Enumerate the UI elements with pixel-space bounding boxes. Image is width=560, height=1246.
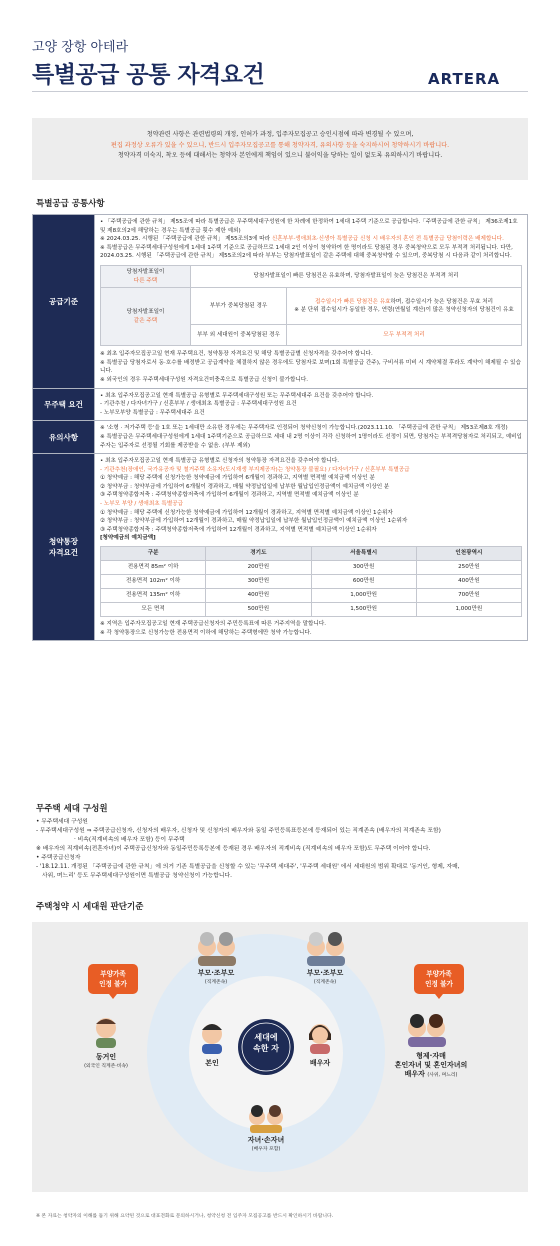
self-icon	[202, 1024, 222, 1054]
deposit-cell: 400만원	[206, 589, 311, 603]
account-note-1: ※ 지역은 입주자모집공고일 현재 주택공급신청자의 주민등록표에 따른 거주지역을 말합니다.	[100, 621, 327, 628]
dup-label-same	[101, 288, 191, 346]
label-grandparents-left	[184, 969, 248, 987]
siblings-name-2: 혼인자녀 및 혼인자녀의	[394, 1061, 468, 1069]
supply-p1: • 「주택공급에 관한 규칙」 제55조에 따라 특별공급은 무주택세대구성원에 한 차례에 한정하여 1세대 1주택 기준으로 공급합니다.「주택공급에 관한 규칙」 제36조제1호 및 제8호의2에 해당하는 경우는 특별공급 횟수 제한 예외)	[100, 219, 518, 234]
label-cohabitant	[62, 1053, 150, 1071]
household-line-4: ※ 배우자의 직계비속(전혼자녀)이 주택공급신청자와 동일주민등록등본에 등재된 경우 배우자의 직계비속 (직계비속의 배우자 포함)도 무주택 이어야 합니다.	[36, 846, 431, 852]
account-p8: ② 청약부금 : 청약부금에 가입하여 12개월이 경과하고, 매월 약정납입일에 납부한 월납입인정금액이 예치금액 이상인 1순위자	[100, 518, 408, 525]
deposit-col-type: 구분	[101, 547, 206, 561]
tag-left-2: 인정 불가	[99, 980, 127, 988]
row-content-account	[95, 454, 528, 641]
deposit-cell: 600만원	[311, 575, 416, 589]
row-label-homeless: 무주택 요건	[33, 388, 95, 421]
row-content-supply	[95, 215, 528, 389]
deposit-cell: 300만원	[206, 575, 311, 589]
label-spouse: 배우자	[309, 1059, 331, 1067]
tag-left-1: 부양가족	[100, 970, 126, 978]
duplicate-win-table	[100, 265, 522, 346]
supply-p2-text: ※ 2024.03.25. 시행된 「주택공급에 관한 규칙」 제55조의3에 따라	[100, 236, 272, 243]
center-label	[238, 1032, 294, 1054]
row-label-account-2: 자격요건	[49, 548, 78, 558]
household-line-7: 사위, 며느리' 등도 무주택세대구성원이면 특별공급 청약신청이 가능합니다.	[42, 873, 232, 879]
household-line-5: • 주택공급신청자	[36, 855, 81, 861]
table-row	[101, 603, 522, 617]
table-row	[101, 589, 522, 603]
deposit-col-gyeonggi: 경기도	[206, 547, 311, 561]
deposit-cell: 전용면적 85m² 이하	[101, 561, 206, 575]
notice-line-2: 편집 과정상 오류가 있을 수 있으니, 반드시 입주자모집공고를 통해 청약자격, 유의사항 등을 숙지하시어 청약하시기 바랍니다.	[110, 141, 450, 149]
grandparents-right-name: 부모·조부모	[306, 969, 344, 977]
common-requirements-table	[32, 214, 528, 641]
deposit-cell: 1,000만원	[416, 603, 521, 617]
dup-different-result: 당첨자발표일이 빠른 당첨건은 유효하며, 당첨자발표일이 늦은 당첨건은 부적격 처리	[191, 265, 522, 287]
row-caution	[33, 421, 528, 454]
notice-line-1: 청약관련 사항은 관련법령의 개정, 인허가 과정, 입주자모집공고 승인시점에 따라 변경될 수 있으며,	[146, 131, 414, 138]
account-p5: ③ 주택청약종합저축 : 주택청약종합저축에 가입하여 6개월이 경과하고, 지역별 면적별 예치금액 이상인 분	[100, 492, 359, 499]
deposit-table-header	[101, 547, 522, 561]
household-line-6: - '18.12.11. 개정된 「주택공급에 관한 규칙」에 의거 기존 특별공급을 신청할 수 있는 '무주택 세대주', '무주택 세대원' 에서 세대원의 범위 확대로 '동거인, 형제, 자매,	[36, 864, 460, 870]
grandparents-right-sub: (직계존속)	[313, 980, 337, 985]
children-name: 자녀·손자녀	[247, 1136, 285, 1144]
account-p6: - 노부모 부양 / 생애최초 특별공급	[100, 501, 184, 508]
tag-right-2: 인정 불가	[425, 980, 453, 988]
caution-p2: ※ 특별공급은 무주택세대구성원에게 1세대 1주택기준으로 공급하므로 세대 내 2명 이상이 각각 신청하여 1명이라도 선정이 되면, 당첨자는 부적격당첨자로 처리되고, 예비입주자는 입주자로 선정될 기회를 제공받을 수 없음. (부부 제외)	[100, 433, 522, 449]
tag-right-1: 부양가족	[426, 970, 452, 978]
dup-couple-label: 부부가 중복당첨된 경우	[191, 288, 287, 325]
row-supply	[33, 215, 528, 389]
label-self: 본인	[205, 1059, 219, 1067]
notice-box	[32, 118, 528, 180]
account-p7: ① 청약예금 : 해당 주택에 신청가능한 청약예금에 가입하여 12개월이 경과하고, 지역별 면적별 예치금액 이상인 1순위자	[100, 509, 393, 516]
grandparents-left-name: 부모·조부모	[197, 969, 235, 977]
account-p2: - 기관추천(장애인, 국가유공자 및 철거주택 소유자(도시재생 부지제공자)는 청약통장 불필요) / 다자녀가구 / 신혼부부 특별공급	[100, 466, 410, 473]
table-row	[101, 561, 522, 575]
row-account	[33, 454, 528, 641]
row-label-account-1: 청약통장	[49, 537, 78, 547]
deposit-cell: 700만원	[416, 589, 521, 603]
deposit-cell: 200만원	[206, 561, 311, 575]
children-sub: (배우자 포함)	[251, 1147, 281, 1152]
cohabitant-icon	[96, 1018, 116, 1048]
deposit-cell: 1,500만원	[311, 603, 416, 617]
notice-line-3: 청약자격 미숙지, 착오 등에 대해서는 청약자 본인에게 책임이 있으니 불이익을 당하는 일이 없도록 유의하시기 바랍니다.	[117, 152, 443, 159]
supply-p3: ※ 특별공급은 무주택세대구성원에게 1세대 1주택 기준으로 공급하므로 1세대 2인 이상이 청약하여 한 명이라도 당첨된 경우 중복청약으로 모두 부적격 처리됩니다. 다만, 2024.03.25. 시행된 「주택공급에 관한 규칙」 제55조의2에 따라 부부는 당첨자발표일이 같은 주택에 대해 중복청약할 수 있으며, 중복당첨 시 다음과 같이 처리합니다.	[100, 244, 513, 260]
deposit-col-seoul: 서울특별시	[311, 547, 416, 561]
page-title: 특별공급 공통 자격요건	[32, 62, 265, 88]
spouse-icon	[309, 1024, 331, 1054]
dup-couple-note: ※ 분 단위 접수일시가 동일한 경우, 연령(연월일 계산)이 많은 청약신청자의 당첨건이 유효	[294, 307, 514, 314]
siblings-name-1: 형제·자매	[416, 1052, 446, 1060]
account-p1: • 최초 입주자모집공고일 현재 특별공급 유형별로 신청자의 청약통장 자격요건을 갖추어야 합니다.	[100, 458, 340, 465]
grandparents-left-sub: (직계존속)	[204, 980, 228, 985]
dup-label-same-1: 당첨자발표일이	[126, 309, 165, 316]
section-title-criteria: 주택청약 시 세대원 판단기준	[36, 902, 144, 912]
section-title-household: 무주택 세대 구성원	[36, 804, 108, 814]
dup-couple-valid: 접수일시가 빠른 당첨건은 유효	[314, 298, 391, 305]
row-label-caution: 유의사항	[33, 421, 95, 454]
dup-label-different	[101, 265, 191, 287]
row-label-supply: 공급기준	[33, 215, 95, 389]
dup-member-label: 부부 외 세대원이 중복당첨된 경우	[191, 325, 287, 346]
row-content-caution	[95, 421, 528, 454]
dup-couple-invalid: 하며, 접수일시가 늦은 당첨건은 무효 처리	[390, 298, 494, 305]
deposit-cell: 전용면적 135m² 이하	[101, 589, 206, 603]
section-title-common: 특별공급 공통사항	[36, 199, 105, 209]
deposit-cell: 1,000만원	[311, 589, 416, 603]
siblings-name-3: 배우자	[404, 1070, 425, 1078]
homeless-p1: • 최초 입주자모집공고일 현재 특별공급 유형별로 무주택세대구성원 또는 무주택세대주 요건을 갖추어야 합니다.	[100, 392, 374, 399]
account-p9: ③ 주택청약종합저축 : 주택청약종합저축에 가입하여 12개월이 경과하고, 지역별 면적별 예치금액 이상인 1순위자	[100, 526, 377, 533]
dup-label-same-2: 같은 주택	[133, 317, 158, 324]
center-label-2: 속한 자	[253, 1044, 279, 1053]
page-subtitle: 고양 장항 아테라	[32, 40, 129, 55]
row-label-account	[33, 454, 95, 641]
account-note-2: ※ 각 청약통장으로 신청가능한 전용면적 이하에 해당하는 주택형에만 청약 가능합니다.	[100, 629, 312, 636]
supply-p2	[100, 235, 522, 244]
cohabitant-sub: (외국인 직계존·비속)	[84, 1064, 128, 1069]
label-grandparents-right	[293, 969, 357, 987]
grandparents-right-icon	[307, 932, 345, 966]
household-line-3: · 비속(직계비속의 배우자 포함) 등이 무주택	[74, 837, 185, 843]
account-p3: ① 청약예금 : 해당 주택에 신청가능한 청약예금에 가입하여 6개월이 경과하고, 지역별 면적별 예치금액 이상인 분	[100, 475, 375, 482]
dup-label-different-2: 다른 주택	[133, 277, 158, 284]
supply-p6: ※ 외국인의 경우 무주택세대구성원 자격요건미충족으로 특별공급 신청이 불가합니다.	[100, 376, 309, 383]
dup-couple-result	[287, 288, 522, 325]
household-content	[36, 818, 536, 881]
supply-p2-highlight: 신혼부부·생애최초·신생아 특별공급 신청 시 배우자의 혼인 전 특별공급 당첨이력은 배제합니다.	[271, 236, 504, 243]
household-line-1: • 무주택세대 구성원	[36, 819, 88, 825]
household-line-2: - 무주택세대구성원 ⇒ 주택공급신청자, 신청자의 배우자, 신청자 및 신청자의 배우자와 동일 주민등록표등본에 등재되어 있는 직계존속 (배우자의 직계존속 포함)	[36, 828, 441, 834]
deposit-cell: 모든 면적	[101, 603, 206, 617]
dup-member-result: 모두 부적격 처리	[287, 325, 522, 346]
deposit-cell: 500만원	[206, 603, 311, 617]
homeless-p3: - 노부모부양 특별공급 : 무주택세대주 요건	[100, 409, 205, 416]
deposit-table-title: [청약예금의 예치금액]	[100, 535, 156, 542]
deposit-cell: 전용면적 102m² 이하	[101, 575, 206, 589]
table-row	[101, 575, 522, 589]
account-p4: ② 청약부금 : 청약부금에 가입하여 6개월이 경과하고, 매월 약정납입일에 납부한 월납입인정금액이 예치금액 이상인 분	[100, 483, 390, 490]
deposit-cell: 400만원	[416, 575, 521, 589]
deposit-table	[100, 546, 522, 617]
row-homeless	[33, 388, 528, 421]
label-siblings	[376, 1052, 486, 1080]
siblings-icon	[408, 1014, 446, 1047]
caution-p1: ※ '소형 · 저가주택 등'을 1호 또는 1세대만 소유한 경우에는 무주택자로 인정되어 청약신청이 가능합니다.(2023.11.10. 「주택공급에 관한 규칙」 제53조제8호 개정)	[100, 425, 508, 432]
tag-dependent-excluded-right	[414, 964, 464, 994]
header-divider	[32, 91, 528, 92]
deposit-col-incheon: 인천광역시	[416, 547, 521, 561]
center-label-1: 세대에	[254, 1033, 278, 1042]
homeless-p2: - 기관추천 / 다자녀가구 / 신혼부부 / 생애최초 특별공급 : 무주택세대구성원 요건	[100, 401, 297, 408]
siblings-sub: (사위, 며느리)	[427, 1073, 458, 1078]
dup-label-different-1: 당첨자발표일이	[126, 268, 165, 275]
tag-dependent-excluded-left	[88, 964, 138, 994]
footer-note: ※ 본 자료는 청약자의 이해를 돕기 위해 요약된 것으로 대표전화로 문의하시거나, 청약신청 전 입주자 모집공고를 반드시 확인하시기 바랍니다.	[36, 1214, 334, 1219]
supply-p5: ※ 특별공급 당첨자로서 동·호수를 배정받고 공급계약을 체결하지 않은 경우에도 당첨자로 보며(1회 특별공급 간주), 구비서류 미비 시 계약체결 후라도 계약이 해제될 수 있습니다.	[100, 359, 521, 375]
cohabitant-name: 동거인	[95, 1053, 117, 1061]
household-criteria-diagram	[32, 922, 528, 1192]
supply-p4: ※ 최초 입주자모집공고일 현재 무주택요건, 청약통장 자격요건 및 해당 특별공급별 신청자격을 갖추어야 합니다.	[100, 351, 373, 358]
row-content-homeless	[95, 388, 528, 421]
deposit-cell: 300만원	[311, 561, 416, 575]
label-children	[236, 1136, 296, 1154]
deposit-cell: 250만원	[416, 561, 521, 575]
artera-logo: ARTERA	[428, 70, 501, 88]
